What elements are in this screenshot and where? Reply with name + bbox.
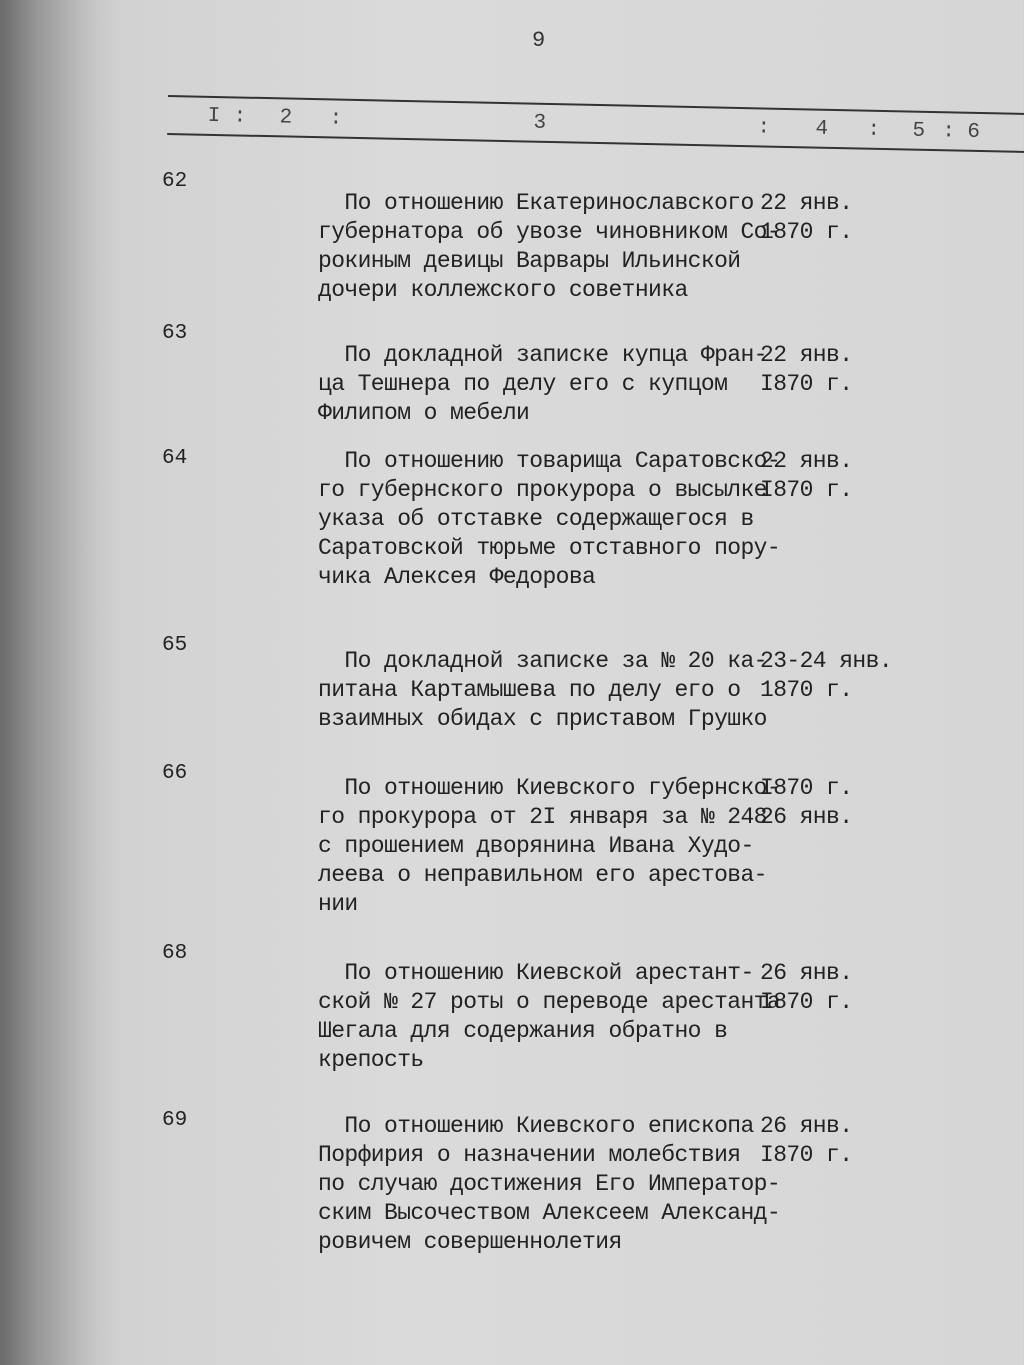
entry-date: I870 г. xyxy=(760,775,853,801)
entry-date: 23-24 янв. xyxy=(760,648,893,674)
entry-text-line: го губернского прокурора о высылке xyxy=(318,477,767,503)
entry-text-line: крепость xyxy=(318,1047,424,1073)
header-sep: : xyxy=(942,120,956,144)
entry-date: 22 янв. xyxy=(760,448,853,474)
page-number: 9 xyxy=(532,28,546,53)
header-col-1: I xyxy=(207,104,221,129)
entry-text-line: рокиным девицы Варвары Ильинской xyxy=(318,248,741,274)
entry-date: I870 г. xyxy=(760,371,853,397)
entry-text-line: По докладной записке за № 20 ка- xyxy=(318,648,767,674)
entry-text-line: по случаю достижения Его Император- xyxy=(318,1171,781,1197)
entry-text-line: губернатора об увозе чиновником Со- xyxy=(318,219,781,245)
header-sep: : xyxy=(757,116,771,140)
entry-date: 26 янв. xyxy=(760,804,853,830)
entry-text-line: По отношению Киевского епископа xyxy=(318,1113,754,1139)
header-col-2: 2 xyxy=(279,106,293,130)
entry-number: 69 xyxy=(162,1109,188,1132)
entry-text-line: По отношению товарища Саратовско- xyxy=(318,448,781,474)
header-col-4: 4 xyxy=(815,117,829,141)
header-bottom-rule xyxy=(167,133,1024,153)
entry-date: 1870 г. xyxy=(760,219,853,245)
entry-number: 64 xyxy=(162,447,188,470)
entry-text-line: Порфирия о назначении молебствия xyxy=(318,1142,741,1168)
entry-number: 62 xyxy=(162,170,188,193)
entry-text-line: нии xyxy=(318,891,358,917)
entry-date: 26 янв. xyxy=(760,1113,853,1139)
entry-text-line: взаимных обидах с приставом Грушко xyxy=(318,706,767,732)
entry-date: 22 янв. xyxy=(760,342,853,368)
entry-text-line: По отношению Киевского губернско- xyxy=(318,775,781,801)
entry-text-line: чика Алексея Федорова xyxy=(318,564,596,590)
entry-text-line: питана Картамышева по делу его о xyxy=(318,677,741,703)
header-col-5: 5 xyxy=(912,119,926,143)
entry-text-line: с прошением дворянина Ивана Худо- xyxy=(318,833,754,859)
entry-text-line: По отношению Екатеринославского xyxy=(318,190,754,216)
entry-date: 26 янв. xyxy=(760,960,853,986)
header-top-rule xyxy=(168,95,1024,115)
entry-date: 1870 г. xyxy=(760,677,853,703)
entry-date: I870 г. xyxy=(760,989,853,1015)
entry-number: 65 xyxy=(162,634,188,657)
entry-text-line: ской № 27 роты о переводе арестанта xyxy=(318,989,781,1015)
header-col-3: 3 xyxy=(533,111,547,135)
entry-number: 63 xyxy=(162,322,188,345)
entry-text-line: указа об отставке содержащегося в xyxy=(318,506,754,532)
entry-text-line: Филипом о мебели xyxy=(318,400,530,426)
entry-text-line: ца Тешнера по делу его с купцом xyxy=(318,371,728,397)
entry-date: I870 г. xyxy=(760,477,853,503)
entry-text-line: По докладной записке купца Фран- xyxy=(318,342,767,368)
entry-text-line: го прокурора от 2I января за № 248 xyxy=(318,804,767,830)
entry-text-line: ровичем совершеннолетия xyxy=(318,1229,622,1255)
entry-text-line: леева о неправильном его арестова- xyxy=(318,862,767,888)
entry-date: I870 г. xyxy=(760,1142,853,1168)
entry-number: 68 xyxy=(162,942,188,965)
entry-number: 66 xyxy=(162,762,188,785)
header-sep: : xyxy=(233,105,247,129)
entry-text-line: Саратовской тюрьме отставного пору- xyxy=(318,535,781,561)
header-col-6: 6 xyxy=(967,120,981,145)
entry-text-line: Шегала для содержания обратно в xyxy=(318,1018,728,1044)
entry-text-line: ским Высочеством Алексеем Александ- xyxy=(318,1200,781,1226)
entry-text-line: дочери коллежского советника xyxy=(318,277,688,303)
entry-date: 22 янв. xyxy=(760,190,853,216)
entry-text-line: По отношению Киевской арестант- xyxy=(318,960,754,986)
header-sep: : xyxy=(329,107,343,131)
table-header xyxy=(167,95,1024,175)
header-sep: : xyxy=(867,118,881,142)
